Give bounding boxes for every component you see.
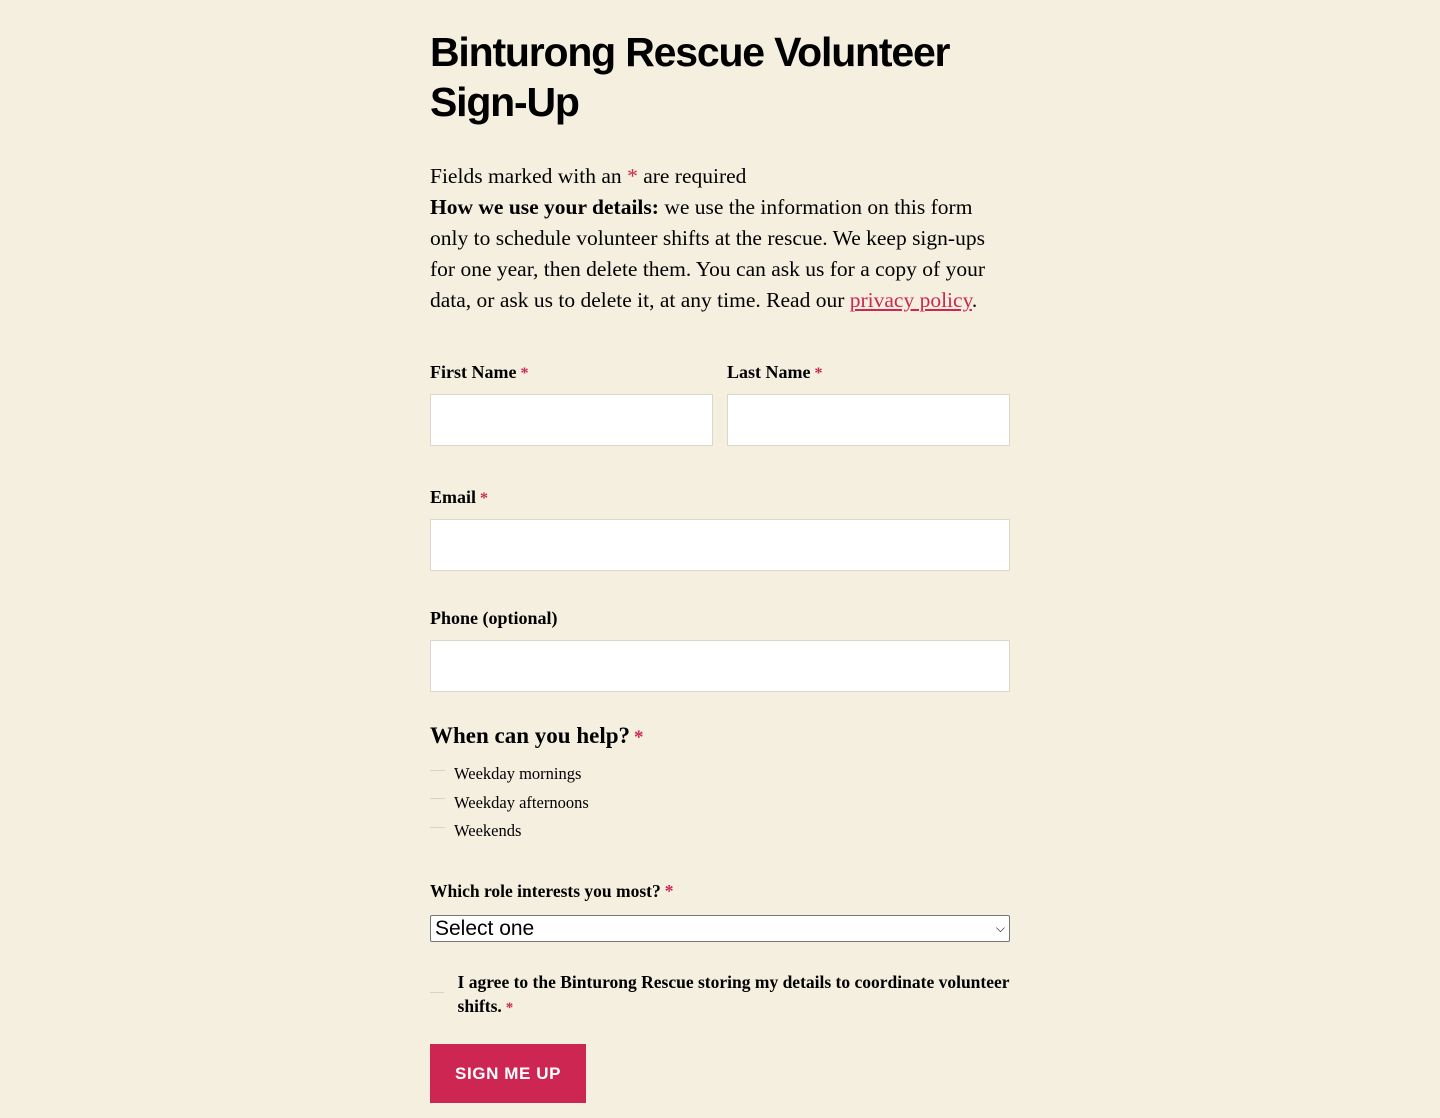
checkbox[interactable] [430,827,445,828]
email-input[interactable] [430,519,1010,571]
option-label: Weekday afternoons [454,792,589,812]
availability-options [430,760,1010,846]
phone-input[interactable] [430,640,1010,692]
first-name-input[interactable] [430,394,713,446]
role-select-value: Select one [435,916,535,940]
last-name-input[interactable] [727,394,1010,446]
availability-heading-text: When can you help? [430,723,631,748]
checkbox[interactable] [430,770,445,771]
required-note [430,161,1010,192]
chevron-down-icon: ⌵ [995,920,1005,935]
phone-label: Phone (optional) [430,608,558,628]
signup-page [430,0,1010,1103]
last-name-label [727,361,1010,383]
consent-checkbox-row[interactable] [430,970,1010,1020]
phone-group [430,607,1010,692]
consent-label-text: I agree to the Binturong Rescue storing my details to coordinate volunteer shifts. [457,971,1010,1016]
required-star: * [627,164,638,188]
required-star: * [814,365,823,382]
details-heading: How we use your details: [430,195,659,219]
required-star: * [664,880,674,901]
last-name-label-text: Last Name [727,362,811,382]
details-paragraph [430,192,1010,316]
first-name-label [430,361,713,383]
availability-option-weekday-afternoons[interactable] [430,789,1010,818]
page-title: Binturong Rescue Volunteer Sign-Up [430,29,950,125]
last-name-group [727,361,1010,446]
availability-option-weekday-mornings[interactable] [430,760,1010,789]
intro-text [430,161,1010,316]
email-group [430,486,1010,571]
availability-heading [430,722,1010,752]
consent-checkbox[interactable] [430,992,444,993]
role-select[interactable] [430,915,1010,942]
required-star: * [505,999,514,1016]
email-label [430,486,1010,508]
checkbox[interactable] [430,798,445,799]
option-label: Weekday mornings [454,764,582,784]
required-note-prefix: Fields marked with an [430,164,622,188]
sign-me-up-button[interactable]: SIGN ME UP [430,1044,586,1103]
role-label [430,880,1010,902]
option-label: Weekends [454,821,522,841]
required-note-suffix: are required [643,164,747,188]
details-text: we use the information on this form only to schedule volunteer shifts at the rescue. We keep sign-ups for one year, then delete them. You can ask us for a copy of your data, or ask us to delete it, at any time. Read our [430,195,985,312]
first-name-group [430,361,713,446]
privacy-policy-link[interactable]: privacy policy [849,288,972,312]
name-row [430,361,1010,446]
consent-label [458,970,1010,1020]
availability-option-weekends[interactable] [430,817,1010,846]
required-star: * [634,727,644,748]
role-group [430,880,1010,942]
required-star: * [480,490,489,507]
email-label-text: Email [430,487,477,507]
role-label-text: Which role interests you most? [430,880,661,901]
privacy-period: . [971,288,978,312]
first-name-label-text: First Name [430,362,517,382]
required-star: * [520,365,529,382]
